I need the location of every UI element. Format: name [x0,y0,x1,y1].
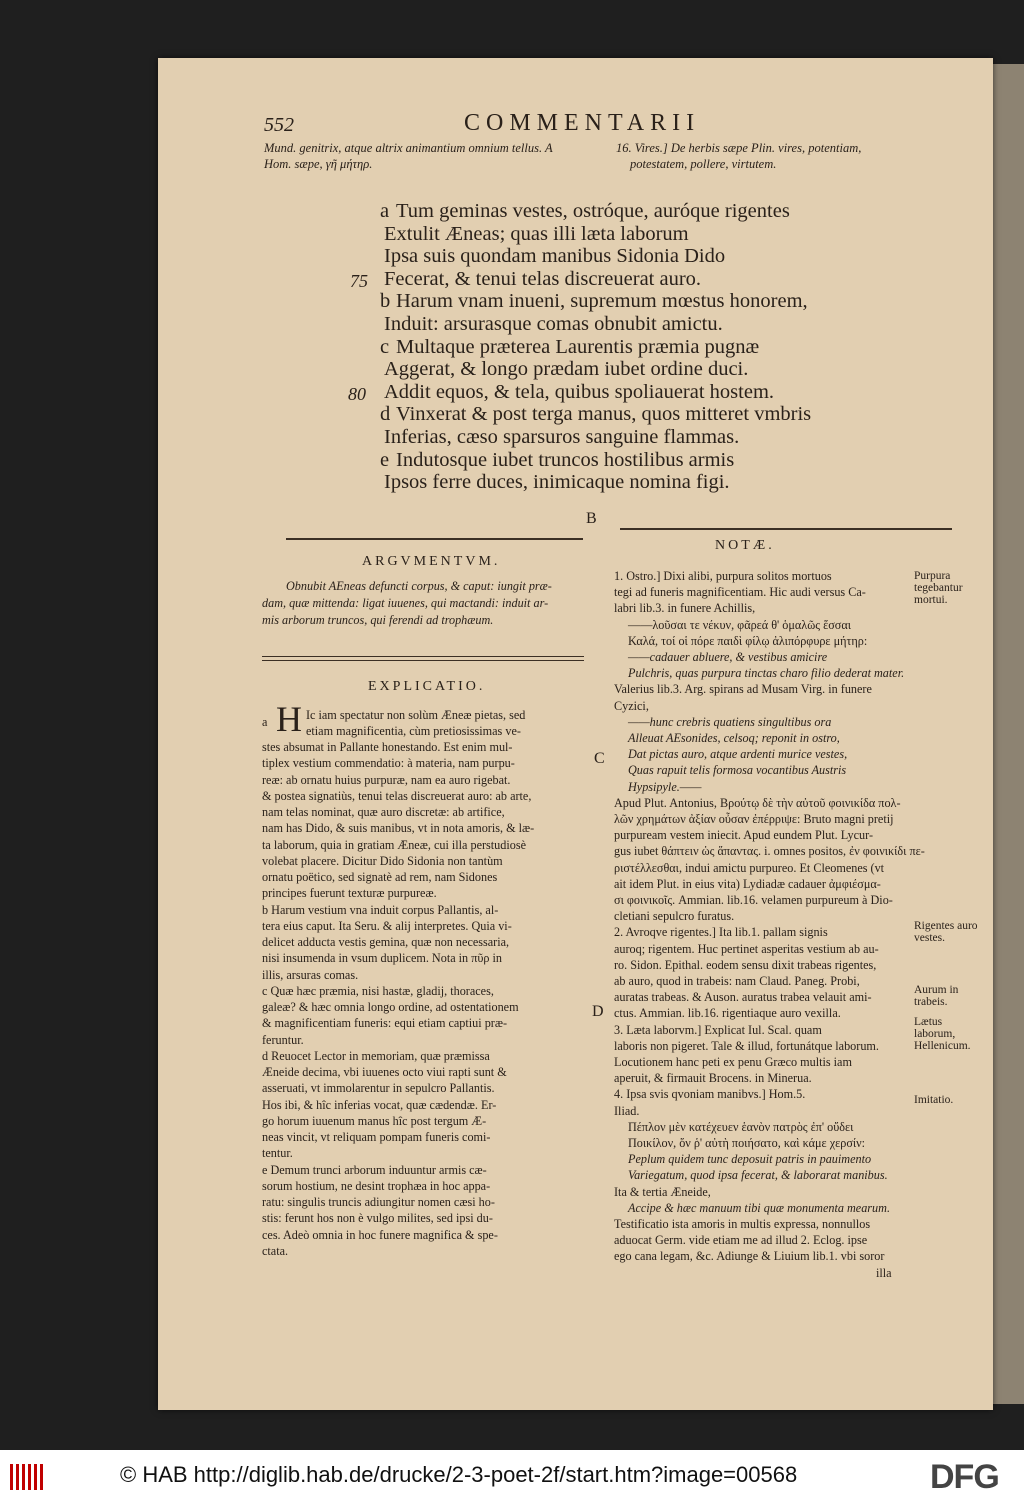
verse-number: 75 [350,271,368,291]
verse-line: Indutosque iubet truncos hostilibus armis [396,449,735,471]
top-note-left-2: Hom. sæpe, γῆ μήτηρ. [264,157,373,171]
explicatio-line: ornatu poëtico, sed signatè ad rem, nam Sidones [262,870,498,884]
explicatio-line: illis, arsuras comas. [262,967,359,982]
notae-line: cletiani sepulcro furatus. [614,909,735,924]
argumentum-line: dam, quæ mittenda: ligat iuuenes, qui mactandi: induit ar- [262,596,549,610]
notae-line: ait idem Plut. in eius vita) Lydiadæ cadauer ἀμφιέσμα- [614,876,881,891]
verse-line: Ipsos ferre duces, inimicaque nomina figi. [384,471,730,493]
notae-line: ego cana legam, &c. Adiunge & Liuium lib.1. vbi soror [614,1249,885,1264]
explicatio-line: c Quæ hæc præmia, nisi hastæ, gladij, thoraces, [262,983,494,998]
top-note-right-1: 16. Vires.] De herbis sæpe Plin. vires, potentiam, [616,141,862,155]
notae-line: Quas rapuit telis formosa vocantibus Austris [628,763,847,778]
notae-line: Hypsipyle.—— [628,779,702,794]
explicatio-line: nisi insumenda in vsum duplicem. Nota in πῦρ in [262,951,502,966]
rule-left-top [286,538,583,540]
explicatio-line: reæ: ab ornatu huius purpuræ, nam ea auro rigebat. [262,772,511,787]
explicatio-line: Hos ibi, & hîc inferias vocat, quæ cædendæ. Er- [262,1097,497,1112]
notae-line: Πέπλον μὲν κατέχευεν ἑανὸν πατρὸς ἐπ' οὔδει [628,1119,854,1134]
notae-line: Apud Plut. Antonius, Βρούτῳ δὲ τὴν αὐτοῦ φοινικίδα πολ- [614,795,901,810]
notae-line: ——λοῦσαι τε νέκυν, φᾶρεά θ' ὁμαλῶς ἕσσαι [628,617,852,632]
verse-line: Extulit Æneas; quas illi læta laborum [384,223,689,245]
notae-line: σι φοινικοῖς. Ammian. lib.16. velamen purpureum à Dio- [614,893,893,907]
explicatio-line: go horum iuuenum manus hîc post tergum Æ- [262,1113,487,1128]
explicatio-line: & magnificentiam funeris: equi etiam captiui præ- [262,1016,508,1031]
explicatio-line: delicet adducta vestis gemina, quæ non necessaria, [262,935,510,949]
argumentum-line: Obnubit AEneas defuncti corpus, & caput: iungit præ- [286,579,552,593]
notae-line: aduocat Germ. vide etiam me ad illud 2. Eclog. ipse [614,1233,868,1248]
argumentum-line: mis arborum truncos, qui ferendi ad trophæum. [262,613,494,627]
notae-line: Testificatio ista amoris in multis expressa, nonnullos [614,1217,871,1231]
notae-line: Locutionem hanc peti ex penu Græco multis iam [614,1055,852,1069]
dfg-logo: DFG [930,1458,999,1496]
notae-line: 2. Avroqve rigentes.] Ita lib.1. pallam signis [614,925,828,940]
notae-line: 3. Læta laborvm.] Explicat Iul. Scal. quam [614,1022,822,1037]
explicatio-line: neas vincit, vt reliquam pompam funeris comi- [262,1130,491,1144]
notae-line: ab auro, quod in trabeis: nam Claud. Paneg. Probi, [614,974,860,988]
notae-line: Iliad. [614,1103,640,1118]
explicatio-line: tera eius caput. Ita Seru. & alij interpretes. Quia vi- [262,918,512,933]
explicatio-line: sorum hostium, ne desint trophæa in hoc appa- [262,1178,491,1193]
notae-line: 4. Ipsa svis qvoniam manibvs.] Hom.5. [614,1087,806,1102]
verse-letter: b [380,290,391,312]
explicatio-line: stis: ferunt hos non è vulgo milites, sed ipsi du- [262,1211,493,1226]
notae-line: ριστέλλεσθαι, indui amictu purpureo. Et Cleomenes (vt [614,860,885,875]
explicatio-line: ta laborum, quia in gratiam Æneæ, cui illa perstudiosè [262,837,527,852]
notae-line: tegi ad funeris magnificentiam. Hic audi versus Ca- [614,585,866,600]
explicatio-line: nam has Dido, & suis manibus, vt in nota amoris, & læ- [262,821,535,836]
notae-line: ——cadauer abluere, & vestibus amicire [628,650,828,664]
verse-line: Harum vnam inueni, supremum mœstus honorem, [396,290,808,312]
explicatio-line: ces. Adeò omnia in hoc funere magnifica & spe- [262,1227,498,1242]
verse-line: Inferias, cæso sparsuros sanguine flammas. [384,426,740,448]
verse-number: 80 [348,384,366,404]
notae-line: ro. Sidon. Epithal. eodem sensu dixit trabeas rigentes, [614,957,877,972]
explicatio-line: d Reuocet Lector in memoriam, quæ præmissa [262,1048,490,1063]
notae-line: laboris non pigeret. Tale & illud, fortunátque laborum. [614,1038,879,1053]
notae-line: illa [876,1265,892,1280]
margin-note: Lætus laborum, Hellenicum. [914,1016,971,1052]
notae-line: λῶν χρημάτων ἀξίαν οὖσαν ἐπέρριψε: Bruto magni pretij [614,812,894,826]
facing-page-edge [993,64,1024,1404]
explicatio-line: ctata. [262,1243,289,1258]
verse-letter: d [380,403,391,425]
verse-line: Multaque præterea Laurentis præmia pugnæ [396,336,760,358]
top-note-right-2: potestatem, pollere, virtutem. [630,157,777,171]
notae-line: auratas trabeas. & Auson. auratus trabea velauit ami- [614,990,872,1005]
rule-right-top [620,528,952,530]
explicatio-line: Ic iam spectatur non solùm Æneæ pietas, sed [306,708,526,722]
hab-logo-icon [10,1464,46,1490]
running-title: COMMENTARII [464,110,701,136]
explicatio-line: ratu: singulis truncis adiungitur nomen cæsi ho- [262,1195,495,1209]
section-letter-b: B [586,510,597,527]
explicatio-line: tiplex vestium commendatio: à materia, nam purpu- [262,756,515,771]
notae-line: Ποικίλον, ὅν ῥ' αὐτὴ ποιήσατο, καὶ κάμε χερσίν: [628,1136,866,1150]
notae-heading: NOTÆ. [715,538,775,553]
top-note-left-1: Mund. genitrix, atque altrix animantium omnium tellus. A [264,141,553,155]
footer-bar [0,1450,1024,1502]
page-number: 552 [264,114,294,136]
explicatio-line: & postea signatiùs, tenui telas discreuerat auro: ab arte, [262,788,532,803]
verse-line: Addit equos, & tela, quibus spoliauerat hostem. [384,381,775,403]
explicatio-line: stes absumat in Pallante honestando. Est enim mul- [262,740,513,754]
notae-line: Valerius lib.3. Arg. spirans ad Musam Virg. in funere [614,682,872,697]
argumentum-heading: ARGVMENTVM. [362,554,501,569]
explicatio-line: b Harum vestium vna induit corpus Pallantis, al- [262,902,499,917]
section-letter-d: D [592,1003,604,1020]
notae-line: auroq; rigentem. Huc pertinet asperitas vestium ab au- [614,941,879,956]
margin-note: Rigentes auro vestes. [914,920,978,944]
notae-line: Cyzici, [614,698,649,713]
verse-line: Fecerat, & tenui telas discreuerat auro. [384,268,702,290]
explicatio-line: principes fuerunt texturæ purpureæ. [262,886,437,901]
verse-letter: c [380,336,390,358]
explicatio-line: e Demum trunci arborum induuntur armis cæ- [262,1162,487,1177]
verse-letter: e [380,449,390,471]
verse-line: Ipsa suis quondam manibus Sidonia Dido [384,245,726,267]
margin-note: Imitatio. [914,1094,954,1106]
explicatio-line: feruntur. [262,1032,304,1047]
verse-line: Aggerat, & longo prædam iubet ordine duci. [384,358,749,380]
explicatio-heading: EXPLICATIO. [368,679,486,694]
explicatio-line: volebat placere. Dicitur Dido Sidonia non tantùm [262,853,503,868]
notae-line: Dat pictas auro, atque ardenti murice vestes, [628,747,848,762]
explicatio-line: Æneide decima, vbi iuuenes octo viui rapti sunt & [262,1065,507,1079]
notae-line: Pulchris, quas purpura tinctas charo filio dederat mater. [628,666,905,681]
explicatio-line: galeæ? & hæc omnia longo ordine, ad ostentationem [262,1000,519,1014]
rule-left-mid [262,656,584,657]
margin-note: Aurum in trabeis. [914,984,959,1008]
explicatio-letter-a: a [262,715,268,729]
notae-line: ——hunc crebris quatiens singultibus ora [628,714,832,729]
notae-line: purpuream vestem iniecit. Apud eundem Plut. Lycur- [614,828,874,843]
explicatio-line: nam telas nominat, quæ auro discretæ: ab artifice, [262,805,505,819]
margin-note: Purpura tegebantur mortui. [914,570,963,606]
copyright-url[interactable]: © HAB http://diglib.hab.de/drucke/2-3-poet-2f/start.htm?image=00568 [120,1462,798,1487]
drop-cap: H [276,699,302,739]
verse-line: Induit: arsurasque comas obnubit amictu. [384,313,723,335]
section-letter-c: C [594,750,605,767]
notae-line: Alleuat AEsonides, celsoq; reponit in ostro, [628,731,840,745]
notae-line: ctus. Ammian. lib.16. rigentiaque auro vexilla. [614,1006,841,1021]
explicatio-line: etiam magnificentia, cùm pretiosissimas ve- [306,724,521,738]
notae-line: 1. Ostro.] Dixi alibi, purpura solitos mortuos [614,569,832,583]
notae-line: Accipe & hæc manuum tibi quæ monumenta mearum. [628,1200,890,1215]
rule-left-mid-2 [262,660,584,661]
notae-line: Καλά, τοί οἱ πόρε παιδὶ φίλῳ ἀλιπόρφυρε μήτηρ: [628,633,868,648]
notae-line: gus iubet θάπτειν ὡς ἅπαντας. i. omnes positos, ἐν φοινικίδι πε- [614,844,925,859]
explicatio-line: tentur. [262,1146,293,1161]
verse-line: Vinxerat & post terga manus, quos mitteret vmbris [396,403,812,425]
notae-line: Ita & tertia Æneide, [614,1184,711,1199]
book-page [158,58,993,1410]
notae-line: aperuit, & firmauit Brocens. in Minerua. [614,1071,812,1086]
verse-line: Tum geminas vestes, ostróque, auróque rigentes [396,200,790,222]
explicatio-line: asseruati, vt immolarentur in sepulcro Pallantis. [262,1081,495,1096]
verse-letter: a [380,200,390,222]
notae-line: Peplum quidem tunc deposuit patris in pauimento [628,1152,872,1167]
notae-line: labri lib.3. in funere Achillis, [614,601,756,616]
notae-line: Variegatum, quod ipsa fecerat, & laborarat manibus. [628,1168,888,1183]
